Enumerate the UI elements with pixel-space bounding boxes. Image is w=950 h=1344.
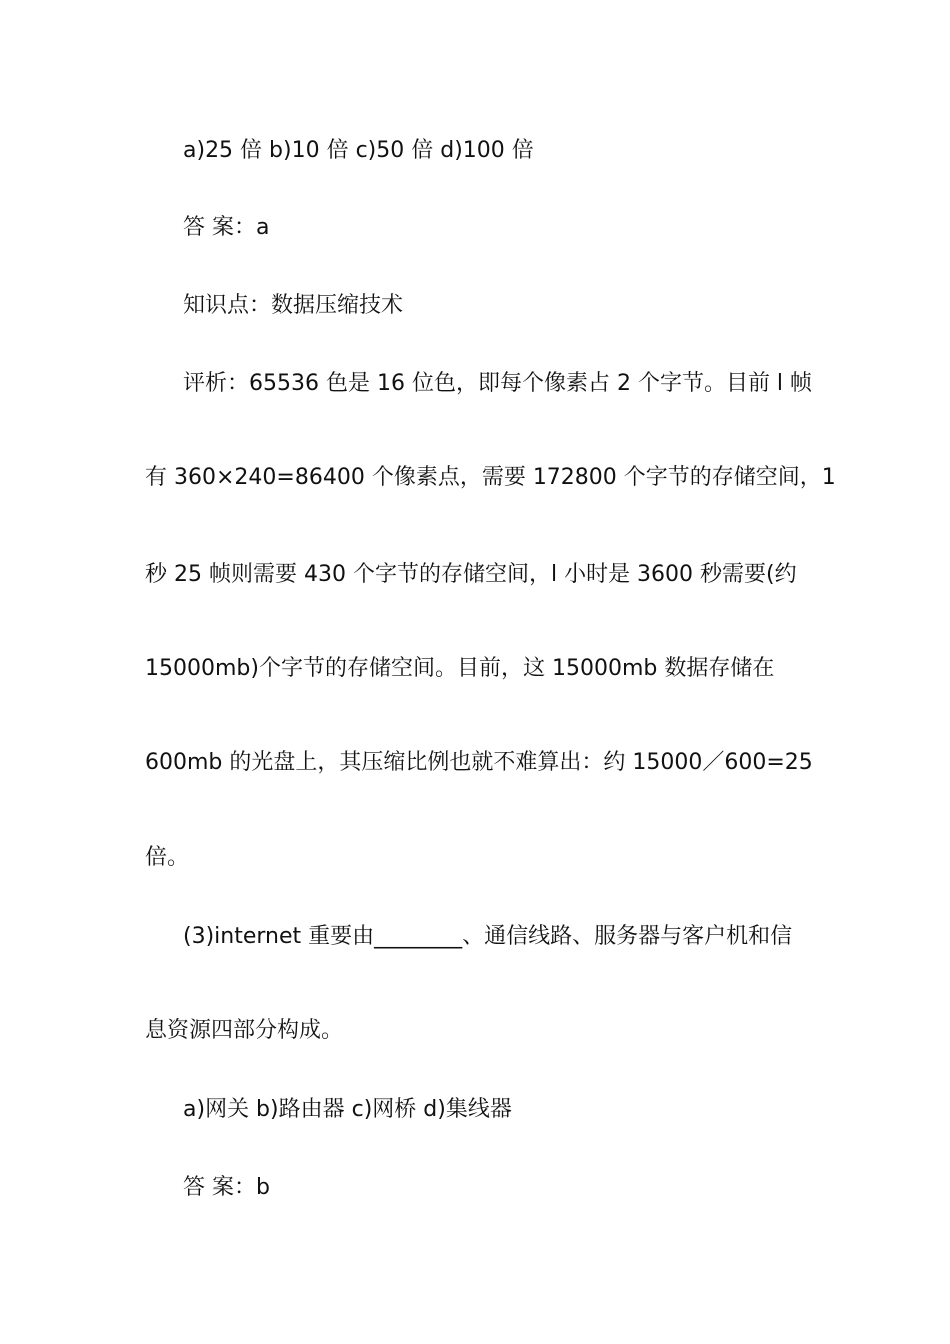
question-3-line-1: (3)internet 重要由________、通信线路、服务器与客户机和信 (183, 924, 793, 949)
analysis-line-2: 有 360×240=86400 个像素点，需要 172800 个字节的存储空间，1 (145, 465, 836, 490)
analysis-line-4: 15000mb)个字节的存储空间。目前，这 15000mb 数据存储在 (145, 656, 775, 681)
answer-line: 答 案：a (183, 215, 270, 240)
question-3-line-2: 息资源四部分构成。 (145, 1018, 344, 1043)
knowledge-point-line: 知识点：数据压缩技术 (183, 293, 404, 318)
question-options-line: a)25 倍 b)10 倍 c)50 倍 d)100 倍 (183, 138, 534, 163)
analysis-line-1: 评析：65536 色是 16 位色，即每个像素占 2 个字节。目前 l 帧 (183, 371, 813, 396)
question-3-options-line: a)网关 b)路由器 c)网桥 d)集线器 (183, 1097, 512, 1122)
analysis-line-5: 600mb 的光盘上，其压缩比例也就不难算出：约 15000／600=25 (145, 750, 813, 775)
question-3-answer-line: 答 案：b (183, 1175, 270, 1200)
analysis-line-3: 秒 25 帧则需要 430 个字节的存储空间，l 小时是 3600 秒需要(约 (145, 562, 797, 587)
analysis-line-6: 倍。 (145, 845, 190, 870)
